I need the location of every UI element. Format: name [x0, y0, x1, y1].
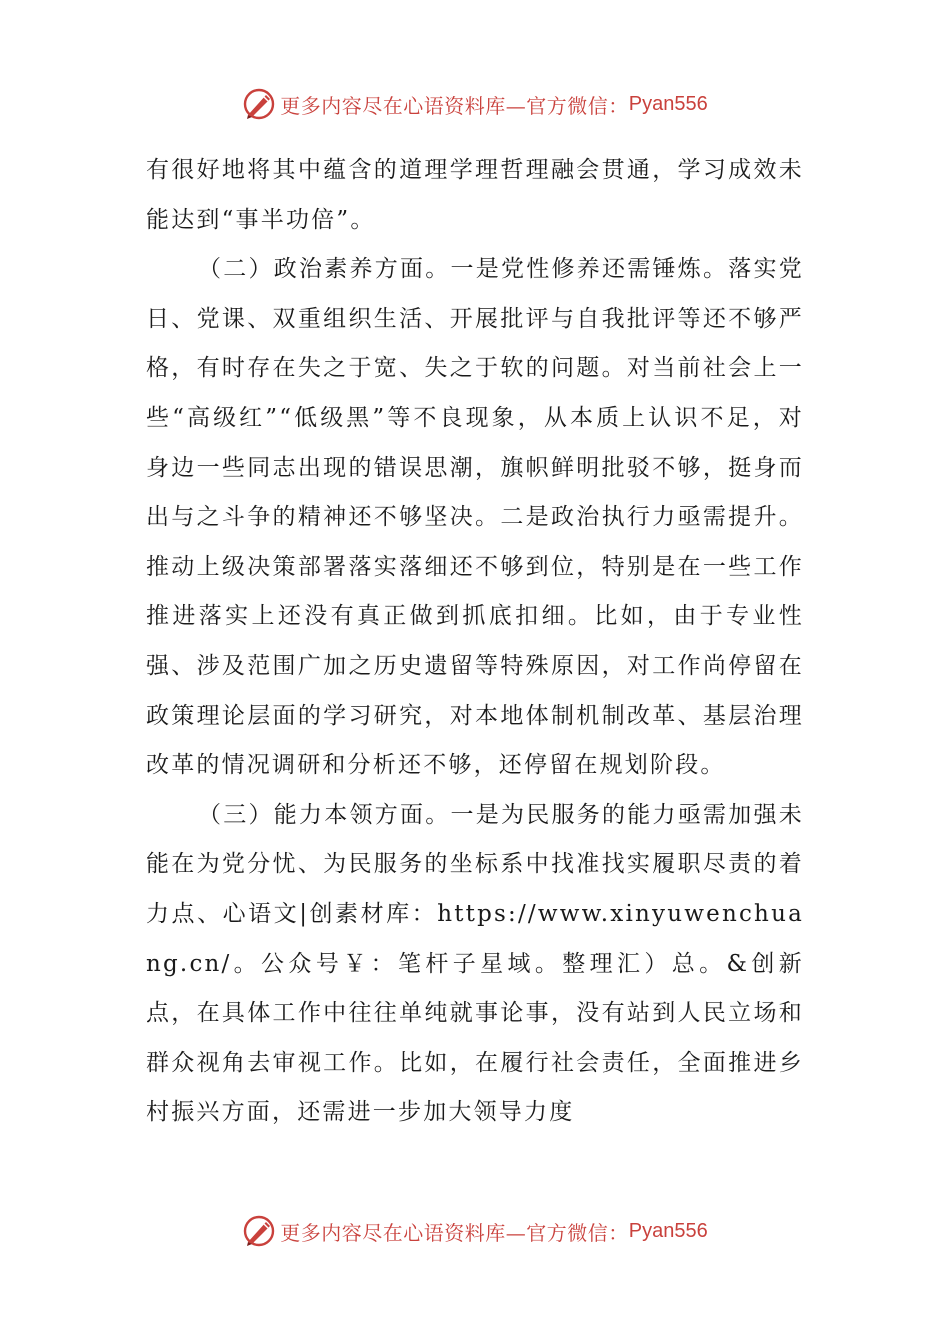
document-body	[146, 146, 804, 1138]
banner-wechat-id: Pyan556	[628, 1219, 708, 1242]
banner-wechat-id: Pyan556	[628, 92, 708, 115]
pen-logo-icon	[242, 87, 276, 121]
paragraph-political-literacy: （二）政治素养方面。一是党性修养还需锤炼。落实党日、党课、双重组织生活、开展批评与自我批评等还不够严格，有时存在失之于宽、失之于软的问题。对当前社会上一些“高级红”“低级黑”等不良现象，从本质上认识不足，对身边一些同志出现的错误思潮，旗帜鲜明批驳不够，挺身而出与之斗争的精神还不够坚决。二是政治执行力亟需提升。推动上级决策部署落实落细还不够到位，特别是在一些工作推进落实上还没有真正做到抓底扣细。比如，由于专业性强、涉及范围广加之历史遗留等特殊原因，对工作尚停留在政策理论层面的学习研究，对本地体制机制改革、基层治理改革的情况调研和分析还不够，还停留在规划阶段。	[146, 256, 804, 779]
banner-text: 更多内容尽在心语资料库—	[280, 93, 527, 118]
banner-wechat-label: 官方微信：	[526, 93, 629, 118]
banner-wechat-label: 官方微信：	[526, 1220, 629, 1245]
paragraph-continuation: 有很好地将其中蕴含的道理学理哲理融会贯通，学习成效未能达到“事半功倍”。	[146, 157, 804, 233]
banner-text: 更多内容尽在心语资料库—	[280, 1220, 527, 1245]
header-watermark-banner	[0, 84, 950, 124]
paragraph-ability: （三）能力本领方面。一是为民服务的能力亟需加强未能在为党分忧、为民服务的坐标系中找准找实履职尽责的着力点、心语文|创素材库：https://www.xinyuwenchuang.cn/。公众号￥：笔杆子星域。整理汇）总。&创新点，在具体工作中往往单纯就事论事，没有站到人民立场和群众视角去审视工作。比如，在履行社会责任，全面推进乡村振兴方面，还需进一步加大领导力度	[146, 801, 804, 1126]
pen-logo-icon	[242, 1214, 276, 1248]
footer-watermark-banner	[0, 1211, 950, 1251]
